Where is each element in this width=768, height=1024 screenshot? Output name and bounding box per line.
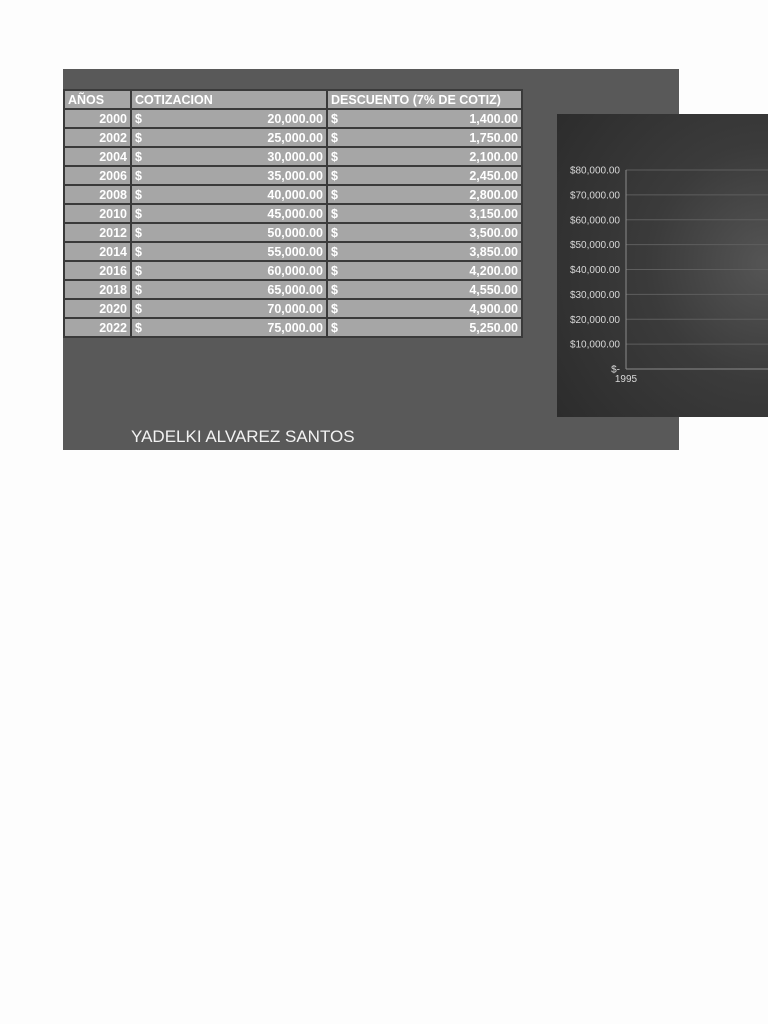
cotizacion-cell[interactable] (131, 128, 327, 147)
table-row (64, 261, 522, 280)
y-tick-label: $- (611, 364, 620, 376)
y-tick-label: $60,000.00 (569, 215, 620, 227)
descuento-cell[interactable] (327, 280, 522, 299)
descuento-value: 4,900.00 (469, 301, 518, 316)
currency-symbol: $ (135, 301, 142, 316)
table-row (64, 242, 522, 261)
year-cell[interactable]: 2010 (64, 204, 131, 223)
table-row (64, 223, 522, 242)
data-table (63, 89, 523, 338)
descuento-value: 4,550.00 (469, 282, 518, 297)
y-tick-label: $40,000.00 (569, 265, 620, 276)
year-cell[interactable]: 2000 (64, 109, 131, 128)
cotizacion-value: 65,000.00 (267, 282, 323, 297)
currency-symbol: $ (331, 263, 338, 278)
currency-symbol: $ (331, 244, 338, 259)
cotizacion-cell[interactable] (131, 318, 327, 337)
cotizacion-cell[interactable] (131, 204, 327, 223)
y-tick-label: $30,000.00 (569, 289, 620, 301)
x-tick-label: 1995 (614, 374, 638, 385)
year-cell[interactable]: 2004 (64, 147, 131, 166)
currency-symbol: $ (331, 301, 338, 316)
currency-symbol: $ (331, 187, 338, 202)
y-tick-label: $10,000.00 (569, 339, 620, 351)
cotizacion-cell[interactable] (131, 109, 327, 128)
descuento-value: 1,400.00 (469, 111, 518, 126)
currency-symbol: $ (331, 130, 338, 145)
currency-symbol: $ (135, 149, 142, 164)
header-anos[interactable]: AÑOS (64, 90, 131, 109)
line-chart[interactable] (557, 114, 768, 417)
cotizacion-cell[interactable] (131, 185, 327, 204)
cotizacion-cell[interactable] (131, 242, 327, 261)
descuento-value: 3,850.00 (469, 244, 518, 259)
currency-symbol: $ (135, 111, 142, 126)
cotizacion-cell[interactable] (131, 223, 327, 242)
descuento-cell[interactable] (327, 109, 522, 128)
y-tick-label: $70,000.00 (569, 190, 620, 202)
currency-symbol: $ (135, 168, 142, 183)
cotizacion-value: 35,000.00 (267, 168, 323, 183)
descuento-cell[interactable] (327, 223, 522, 242)
descuento-value: 3,150.00 (469, 206, 518, 221)
table-row (64, 128, 522, 147)
cotizacion-cell[interactable] (131, 147, 327, 166)
cotizacion-value: 70,000.00 (267, 301, 323, 316)
descuento-value: 5,250.00 (469, 320, 518, 335)
currency-symbol: $ (331, 206, 338, 221)
table-row (64, 280, 522, 299)
year-cell[interactable]: 2016 (64, 261, 131, 280)
year-cell[interactable]: 2014 (64, 242, 131, 261)
descuento-cell[interactable] (327, 147, 522, 166)
currency-symbol: $ (135, 244, 142, 259)
table-row (64, 166, 522, 185)
year-cell[interactable]: 2008 (64, 185, 131, 204)
cotizacion-value: 30,000.00 (267, 149, 323, 164)
descuento-cell[interactable] (327, 166, 522, 185)
descuento-cell[interactable] (327, 299, 522, 318)
table-row (64, 299, 522, 318)
table-row (64, 204, 522, 223)
descuento-cell[interactable] (327, 128, 522, 147)
currency-symbol: $ (135, 320, 142, 335)
cotizacion-value: 60,000.00 (267, 263, 323, 278)
y-tick-label: $80,000.00 (569, 165, 620, 177)
currency-symbol: $ (331, 320, 338, 335)
descuento-cell[interactable] (327, 185, 522, 204)
descuento-value: 1,750.00 (469, 130, 518, 145)
cotizacion-cell[interactable] (131, 280, 327, 299)
y-tick-label: $20,000.00 (569, 314, 620, 326)
currency-symbol: $ (135, 187, 142, 202)
descuento-cell[interactable] (327, 261, 522, 280)
currency-symbol: $ (135, 225, 142, 240)
year-cell[interactable]: 2020 (64, 299, 131, 318)
year-cell[interactable]: 2012 (64, 223, 131, 242)
year-cell[interactable]: 2002 (64, 128, 131, 147)
descuento-cell[interactable] (327, 242, 522, 261)
table-header-row (64, 90, 522, 109)
cotizacion-value: 20,000.00 (267, 111, 323, 126)
currency-symbol: $ (135, 206, 142, 221)
chart-svg (557, 114, 768, 417)
currency-symbol: $ (331, 225, 338, 240)
cotizacion-value: 45,000.00 (267, 206, 323, 221)
table-row (64, 109, 522, 128)
cotizacion-cell[interactable] (131, 261, 327, 280)
descuento-value: 2,800.00 (469, 187, 518, 202)
cotizacion-value: 50,000.00 (267, 225, 323, 240)
cotizacion-value: 40,000.00 (267, 187, 323, 202)
cotizacion-cell[interactable] (131, 166, 327, 185)
descuento-value: 3,500.00 (469, 225, 518, 240)
descuento-cell[interactable] (327, 204, 522, 223)
cotizacion-value: 25,000.00 (267, 130, 323, 145)
year-cell[interactable]: 2006 (64, 166, 131, 185)
cotizacion-value: 55,000.00 (267, 244, 323, 259)
table-row (64, 185, 522, 204)
table-row (64, 147, 522, 166)
currency-symbol: $ (331, 111, 338, 126)
table-row (64, 318, 522, 337)
currency-symbol: $ (331, 149, 338, 164)
currency-symbol: $ (135, 282, 142, 297)
descuento-value: 4,200.00 (469, 263, 518, 278)
year-cell[interactable]: 2018 (64, 280, 131, 299)
currency-symbol: $ (331, 282, 338, 297)
cotizacion-cell[interactable] (131, 299, 327, 318)
cotizacion-value: 75,000.00 (267, 320, 323, 335)
currency-symbol: $ (135, 130, 142, 145)
currency-symbol: $ (331, 168, 338, 183)
descuento-value: 2,100.00 (469, 149, 518, 164)
author-name: YADELKI ALVAREZ SANTOS (131, 427, 355, 446)
currency-symbol: $ (135, 263, 142, 278)
header-cotizacion[interactable]: COTIZACION (131, 90, 327, 109)
descuento-cell[interactable] (327, 318, 522, 337)
year-cell[interactable]: 2022 (64, 318, 131, 337)
descuento-value: 2,450.00 (469, 168, 518, 183)
header-descuento[interactable]: DESCUENTO (7% DE COTIZ) (327, 90, 522, 109)
y-tick-label: $50,000.00 (569, 240, 620, 252)
